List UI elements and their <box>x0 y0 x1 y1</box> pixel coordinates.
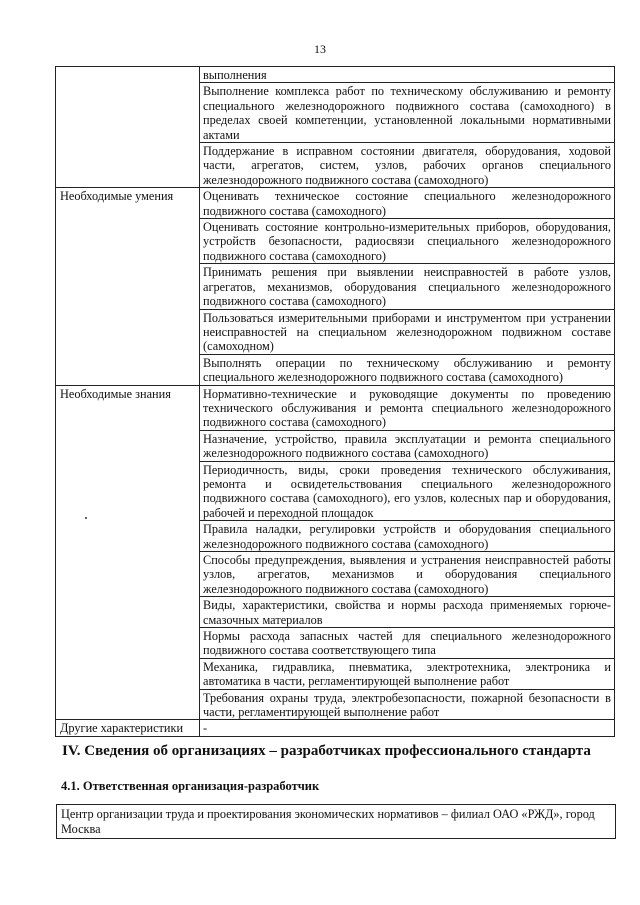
requirement-cell: Нормы расхода запасных частей для специального железнодорожного подвижного состава соответствующего типа <box>200 628 615 659</box>
requirements-table-body <box>56 67 615 737</box>
requirement-cell: Способы предупреждения, выявления и устранения неисправностей работы узлов, агрегатов, механизмов и оборудования специального железнодорожного подвижного состава (самоходного) <box>200 552 615 597</box>
requirement-cell: Виды, характеристики, свойства и нормы расхода применяемых горюче-смазочных материалов <box>200 597 615 628</box>
requirement-cell: Поддержание в исправном состоянии двигателя, оборудования, ходовой части, агрегатов, систем, узлов, рабочих органов специального железнодорожного подвижного состава (самоходного) <box>200 143 615 188</box>
page-number: 13 <box>314 42 326 56</box>
organization-name-box: Центр организации труда и проектирования экономических нормативов – филиал ОАО «РЖД», город Москва <box>56 804 616 839</box>
table-row <box>56 188 615 219</box>
row-group-label: Другие характеристики <box>56 720 200 736</box>
requirement-cell: Оценивать состояние контрольно-измерительных приборов, оборудования, устройств безопасности, радиосвязи специального железнодорожного подвижного состава (самоходного) <box>200 219 615 264</box>
requirement-cell: Механика, гидравлика, пневматика, электротехника, электроника и автоматика в части, регламентирующей выполнение работ <box>200 658 615 689</box>
requirement-cell: Оценивать техническое состояние специального железнодорожного подвижного состава (самоходного) <box>200 188 615 219</box>
requirements-table <box>55 66 615 737</box>
requirement-cell: Нормативно-технические и руководящие документы по проведению технического обслуживания и ремонта специального железнодорожного подвижного состава (самоходного) <box>200 385 615 430</box>
requirement-cell: Выполнение комплекса работ по техническому обслуживанию и ремонту специального железнодорожного подвижного состава (самоходного) в пределах своей компетенции, установленной локальными нормативными актами <box>200 83 615 143</box>
requirement-cell: Принимать решения при выявлении неисправностей в работе узлов, агрегатов, механизмов, оборудования специального железнодорожного подвижного состава (самоходного) <box>200 264 615 309</box>
section-title: IV. Сведения об организациях – разработчиках профессионального стандарта <box>62 743 591 759</box>
requirement-cell: Назначение, устройство, правила эксплуатации и ремонта специального железнодорожного подвижного состава (самоходного) <box>200 430 615 461</box>
requirement-cell: Правила наладки, регулировки устройств и оборудования специального железнодорожного подвижного состава (самоходного) <box>200 521 615 552</box>
table-row <box>56 720 615 736</box>
row-group-label <box>56 67 200 188</box>
requirement-cell: - <box>200 720 615 736</box>
requirement-cell: Выполнять операции по техническому обслуживанию и ремонту специального железнодорожного подвижного состава (самоходного) <box>200 354 615 385</box>
table-row <box>56 385 615 430</box>
scan-speck <box>85 517 87 519</box>
requirement-cell: Требования охраны труда, электробезопасности, пожарной безопасности в части, регламентирующей выполнение работ <box>200 689 615 720</box>
table-row <box>56 67 615 83</box>
section-subtitle: 4.1. Ответственная организация-разработчик <box>61 779 320 793</box>
requirement-cell: Пользоваться измерительными приборами и инструментом при устранении неисправностей на специальном железнодорожном подвижном составе (самоходном) <box>200 309 615 354</box>
row-group-label: Необходимые умения <box>56 188 200 385</box>
requirement-cell: выполнения <box>200 67 615 83</box>
row-group-label: Необходимые знания <box>56 385 200 720</box>
requirement-cell: Периодичность, виды, сроки проведения технического обслуживания, ремонта и освидетельствования специального железнодорожного подвижного состава (самоходного), его узлов, колесных пар и оборудования, рабочей и переходной площадок <box>200 461 615 521</box>
